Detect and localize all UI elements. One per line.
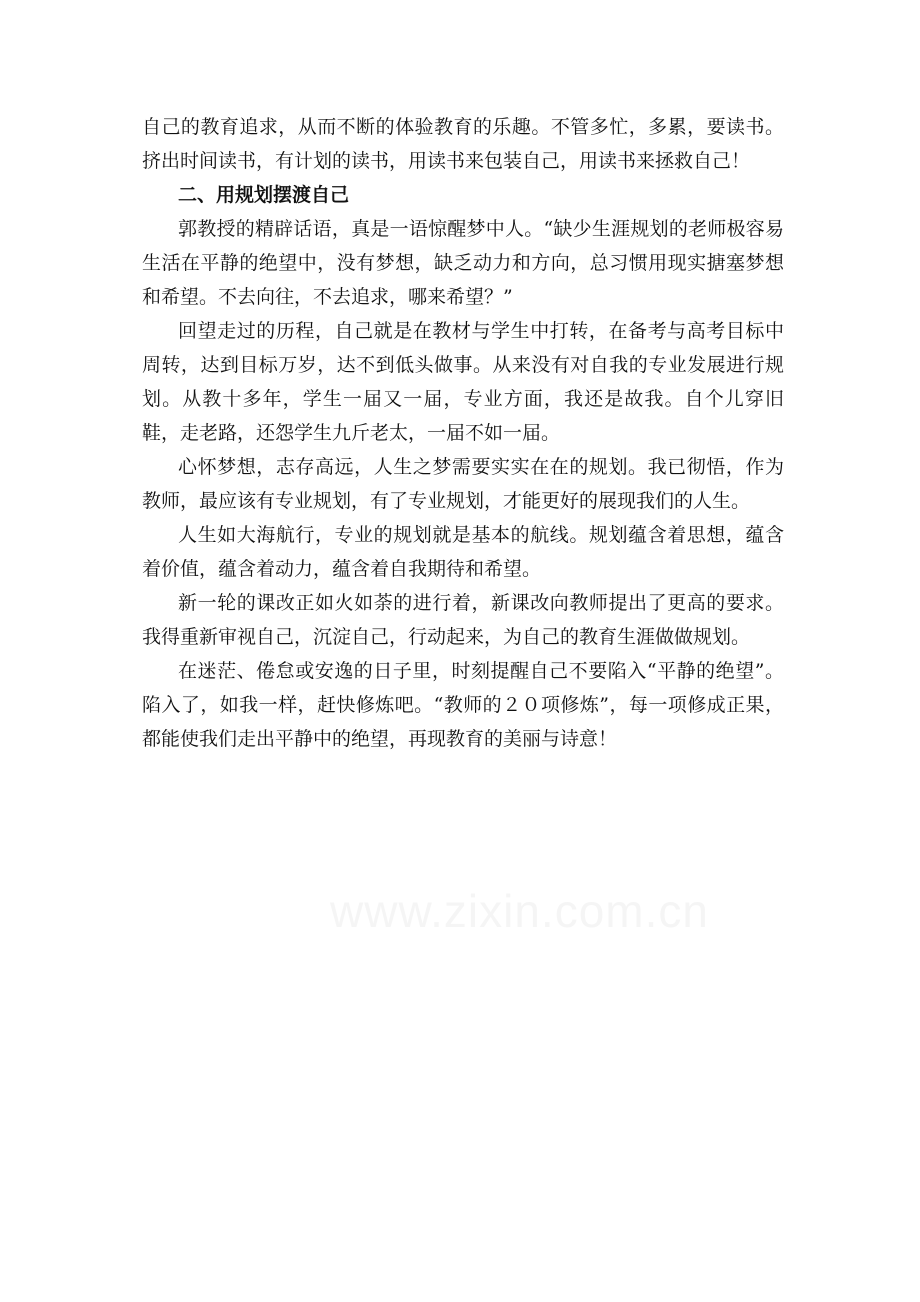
- paragraph: 回望走过的历程，自己就是在教材与学生中打转，在备考与高考目标中周转，达到目标万岁，达不到低头做事。从来没有对自我的专业发展进行规划。从教十多年，学生一届又一届，专业方面，我还是故我。自个儿穿旧鞋，走老路，还怨学生九斤老太，一届不如一届。: [142, 320, 784, 444]
- section-heading: 二、用规划摆渡自己: [178, 184, 350, 206]
- paragraph: 新一轮的课改正如火如荼的进行着，新课改向教师提出了更高的要求。我得重新审视自己，沉淀自己，行动起来，为自己的教育生涯做做规划。: [142, 592, 784, 648]
- watermark: www.zixin.com.cn: [330, 885, 709, 937]
- paragraph: 在迷茫、倦怠或安逸的日子里，时刻提醒自己不要陷入“平静的绝望”。陷入了，如我一样，赶快修炼吧。“教师的２０项修炼”，每一项修成正果，都能使我们走出平静中的绝望，再现教育的美丽与诗意！: [142, 660, 784, 750]
- paragraph: 人生如大海航行，专业的规划就是基本的航线。规划蕴含着思想，蕴含着价值，蕴含着动力，蕴含着自我期待和希望。: [142, 524, 784, 580]
- document-page: [142, 110, 784, 756]
- paragraph-continuation: 自己的教育追求，从而不断的体验教育的乐趣。不管多忙，多累，要读书。挤出时间读书，有计划的读书，用读书来包装自己，用读书来拯救自己！: [142, 116, 784, 172]
- paragraph: 郭教授的精辟话语，真是一语惊醒梦中人。“缺少生涯规划的老师极容易生活在平静的绝望中，没有梦想，缺乏动力和方向，总习惯用现实搪塞梦想和希望。不去向往，不去追求，哪来希望？”: [142, 218, 784, 308]
- paragraph: 心怀梦想，志存高远，人生之梦需要实实在在的规划。我已彻悟，作为教师，最应该有专业规划，有了专业规划，才能更好的展现我们的人生。: [142, 456, 784, 512]
